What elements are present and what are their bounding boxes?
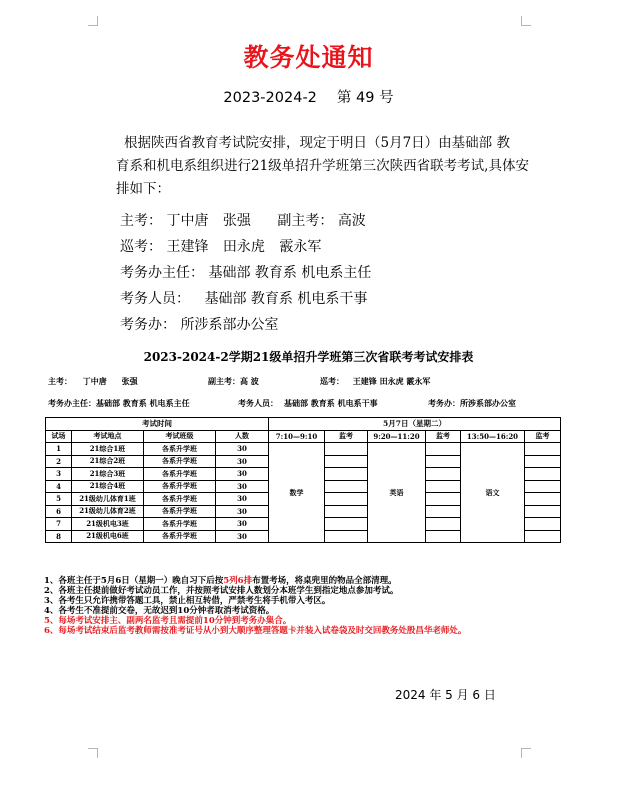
staff-value: 霰永军 [279, 239, 322, 255]
cell-class: 各系升学班 [144, 518, 216, 531]
schedule-officers [238, 398, 378, 409]
cell-count: 30 [216, 493, 269, 506]
cell-proctor [325, 530, 368, 543]
document-code: 2023-2024-2 [223, 90, 317, 106]
header-date: 5月7日（星期二） [269, 418, 561, 431]
intro-paragraph [116, 132, 529, 201]
staff-label: 主考： [120, 213, 162, 229]
header-slot-2: 9:20—11:20 [368, 430, 426, 443]
header-location: 考试地点 [72, 430, 144, 443]
cell-location: 21综合1班 [72, 443, 144, 456]
schedule-office-value: 所涉系部办公室 [460, 398, 516, 408]
cell-room: 4 [46, 480, 72, 493]
schedule-patrol-label: 巡考： [320, 376, 344, 386]
cell-proctor [325, 455, 368, 468]
note-text: 1、各班主任于5月6日（星期一）晚自习下后按 [44, 576, 224, 586]
cell-count: 30 [216, 518, 269, 531]
cell-room: 7 [46, 518, 72, 531]
cell-class: 各系升学班 [144, 505, 216, 518]
cell-class: 各系升学班 [144, 468, 216, 481]
cell-location: 21综合3班 [72, 468, 144, 481]
staff-value: 王建锋 [166, 239, 209, 255]
cell-proctor [426, 455, 461, 468]
cell-proctor [525, 493, 561, 506]
schedule-chief [48, 376, 138, 387]
cell-room: 5 [46, 493, 72, 506]
page-corner-mark [88, 748, 98, 758]
schedule-vice [208, 376, 259, 387]
schedule-vice-value: 高 波 [240, 376, 259, 386]
page-corner-mark [521, 748, 531, 758]
cell-subject-math: 数学 [269, 443, 325, 543]
cell-room: 1 [46, 443, 72, 456]
schedule-chief-label: 主考： [48, 376, 72, 386]
cell-location: 21级机电3班 [72, 518, 144, 531]
header-slot-1: 7:10—9:10 [269, 430, 325, 443]
table-header-row [46, 418, 561, 431]
cell-location: 21综合2班 [72, 455, 144, 468]
cell-location: 21综合4班 [72, 480, 144, 493]
schedule-office-label: 考务办： [428, 398, 460, 408]
table-header-row [46, 430, 561, 443]
cell-proctor [426, 530, 461, 543]
cell-count: 30 [216, 480, 269, 493]
document-serial: 第 49 号 [336, 90, 394, 106]
document-number [0, 86, 617, 107]
cell-proctor [325, 480, 368, 493]
cell-count: 30 [216, 443, 269, 456]
cell-proctor [525, 480, 561, 493]
staff-office-director-row [120, 260, 371, 286]
staff-value: 张强 [222, 213, 251, 229]
schedule-title: 2023-2024-2学期21级单招升学班第三次省联考考试安排表 [143, 350, 474, 364]
schedule-patrol-value: 王建锋 田永虎 霰永军 [352, 376, 431, 386]
cell-proctor [426, 443, 461, 456]
staff-label: 考务人员： [120, 291, 190, 307]
staff-value: 丁中唐 [166, 213, 209, 229]
header-exam-time: 考试时间 [46, 418, 269, 431]
cell-count: 30 [216, 468, 269, 481]
cell-room: 8 [46, 530, 72, 543]
cell-count: 30 [216, 505, 269, 518]
page-corner-mark [521, 16, 531, 26]
cell-location: 21级幼儿体育1班 [72, 493, 144, 506]
cell-proctor [325, 443, 368, 456]
cell-location: 21级机电6班 [72, 530, 144, 543]
issue-date: 2024 年 5 月 6 日 [395, 688, 496, 702]
cell-proctor [426, 480, 461, 493]
note-item: 6、每场考试结束后监考教师需按准考证号从小到大顺序整理答题卡并装入试卷袋及时交回教务处殷昌华老师处。 [44, 626, 467, 636]
table-row [46, 443, 561, 456]
intro-line: 根据陕西省教育考试院安排，现定于明日（5月7日）由基础部 教 [124, 135, 510, 151]
header-room: 试场 [46, 430, 72, 443]
note-item [44, 576, 466, 586]
schedule-patrol [320, 376, 430, 387]
exam-schedule-table [45, 417, 561, 543]
intro-line: 育系和机电系组织进行21级单招升学班第三次陕西省联考考试,具体安 [116, 158, 529, 174]
cell-proctor [525, 518, 561, 531]
cell-proctor [525, 530, 561, 543]
page-corner-mark [88, 16, 98, 26]
cell-class: 各系升学班 [144, 493, 216, 506]
cell-location: 21级幼儿体育2班 [72, 505, 144, 518]
schedule-director-label: 考务办主任： [48, 398, 96, 408]
cell-proctor [426, 493, 461, 506]
staff-chief-row [120, 208, 371, 234]
staff-patrol-row [120, 234, 371, 260]
cell-proctor [525, 468, 561, 481]
cell-proctor [325, 505, 368, 518]
staff-value: 基础部 教育系 机电系干事 [204, 291, 368, 307]
schedule-officers-value: 基础部 教育系 机电系干事 [284, 398, 378, 408]
cell-room: 2 [46, 455, 72, 468]
staff-label: 巡考： [120, 239, 162, 255]
cell-class: 各系升学班 [144, 530, 216, 543]
schedule-vice-label: 副主考： [208, 376, 240, 386]
exam-notes [44, 576, 466, 636]
cell-proctor [325, 493, 368, 506]
cell-proctor [426, 468, 461, 481]
schedule-chief-value: 张强 [121, 376, 138, 386]
note-item: 2、各班主任提前做好考试动员工作，并按照考试安排人数划分本班学生到指定地点参加考试。 [44, 586, 399, 596]
note-text: 布置考场，将桌兜里的物品全部清理。 [252, 576, 397, 586]
note-item: 3、各考生只允许携带答题工具，禁止相互转借，严禁考生将手机带入考区。 [44, 596, 331, 606]
schedule-chief-value: 丁中唐 [82, 376, 107, 386]
header-class: 考试班级 [144, 430, 216, 443]
cell-proctor [525, 455, 561, 468]
cell-class: 各系升学班 [144, 443, 216, 456]
cell-proctor [426, 518, 461, 531]
staff-list [120, 208, 371, 338]
cell-room: 3 [46, 468, 72, 481]
schedule-director [48, 398, 190, 409]
header-count: 人数 [216, 430, 269, 443]
staff-label: 考务办主任： [120, 265, 204, 281]
header-proctor: 监考 [426, 430, 461, 443]
cell-room: 6 [46, 505, 72, 518]
note-item: 5、每场考试安排主、副两名监考且需提前10分钟到考务办集合。 [44, 616, 292, 626]
cell-proctor [525, 505, 561, 518]
staff-office-row [120, 312, 371, 338]
header-proctor: 监考 [325, 430, 368, 443]
note-highlight: 5列6排 [223, 576, 253, 586]
cell-proctor [426, 505, 461, 518]
staff-value: 所涉系部办公室 [180, 317, 279, 333]
cell-class: 各系升学班 [144, 480, 216, 493]
cell-count: 30 [216, 530, 269, 543]
intro-line: 排如下： [116, 181, 170, 197]
schedule-officers-label: 考务人员： [238, 398, 278, 408]
cell-proctor [325, 468, 368, 481]
staff-label: 副主考： [277, 213, 334, 229]
staff-label: 考务办： [120, 317, 176, 333]
cell-proctor [525, 443, 561, 456]
header-slot-3: 13:50—16:20 [461, 430, 525, 443]
header-proctor: 监考 [525, 430, 561, 443]
schedule-director-value: 基础部 教育系 机电系主任 [96, 398, 190, 408]
cell-class: 各系升学班 [144, 455, 216, 468]
staff-value: 高波 [337, 213, 366, 229]
staff-officers-row [120, 286, 371, 312]
cell-subject-chinese: 语文 [461, 443, 525, 543]
cell-subject-english: 英语 [368, 443, 426, 543]
note-item: 4、各考生不准提前交卷，无故迟到10分钟者取消考试资格。 [44, 606, 275, 616]
staff-value: 基础部 教育系 机电系主任 [208, 265, 372, 281]
notice-title: 教务处通知 [243, 43, 374, 72]
cell-count: 30 [216, 455, 269, 468]
schedule-office [428, 398, 516, 409]
staff-value: 田永虎 [222, 239, 265, 255]
cell-proctor [325, 518, 368, 531]
